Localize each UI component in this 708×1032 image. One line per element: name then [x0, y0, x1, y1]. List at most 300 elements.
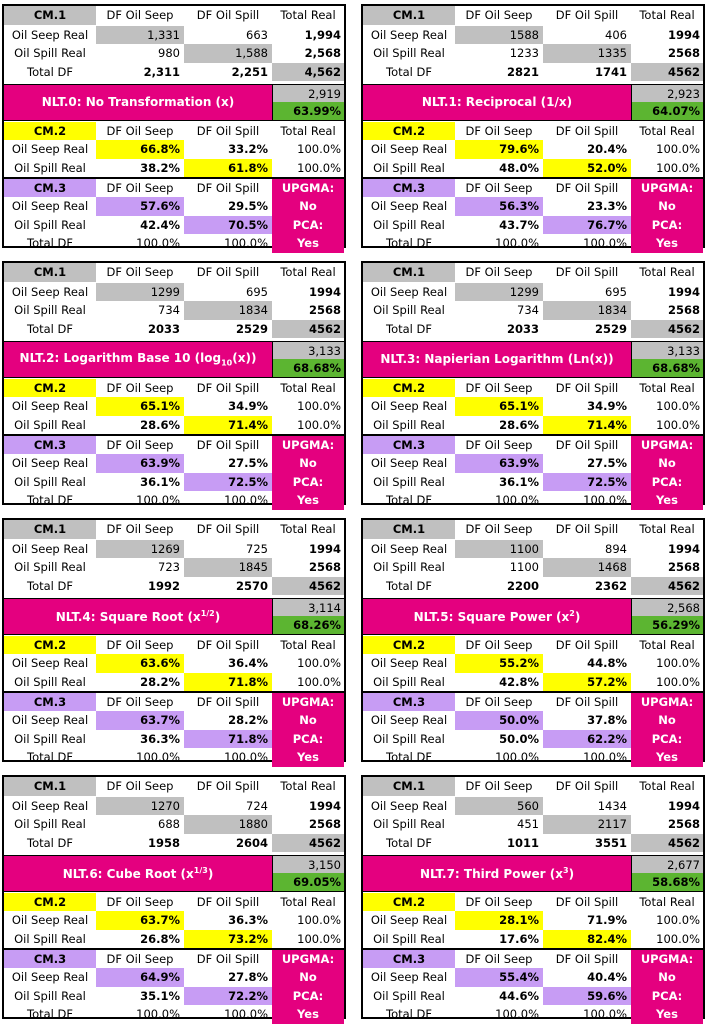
col-header-total-real: Total Real — [280, 637, 336, 652]
cm2-spill-row — [4, 416, 344, 435]
cm3-seep-seep: 50.0% — [455, 711, 543, 730]
cm2-seep-row — [363, 911, 703, 930]
col-header-df-spill: DF Oil Spill — [555, 437, 619, 452]
cm1-total-seep: 1992 — [147, 578, 180, 593]
cm1-total-grand: 4562 — [272, 577, 344, 596]
col-header-df-seep: DF Oil Seep — [106, 694, 174, 709]
cm3-seep-spill: 27.8% — [228, 970, 268, 984]
cm3-spill-spill: 72.2% — [184, 987, 272, 1006]
cm2-spill-seep: 42.8% — [499, 674, 539, 689]
col-header-df-spill: DF Oil Spill — [555, 180, 619, 195]
pca-value: Yes — [631, 234, 703, 253]
col-header-total-real: Total Real — [639, 8, 695, 22]
cm1-total-row — [363, 834, 703, 853]
row-label-spill-real: Oil Spill Real — [14, 160, 86, 175]
correct-count: 2,677 — [631, 855, 703, 874]
upgma-label: UPGMA: — [272, 179, 344, 198]
col-header-total-real: Total Real — [639, 265, 695, 279]
nlt-title-bar — [4, 598, 272, 635]
cm3-seep-seep: 57.6% — [96, 197, 184, 216]
cm3-seep-seep: 63.7% — [96, 711, 184, 730]
cm2-seep-total: 100.0% — [297, 656, 341, 670]
col-header-df-seep: DF Oil Seep — [106, 265, 174, 279]
cm2-spill-row — [363, 159, 703, 178]
cm3-label: CM.3 — [363, 179, 455, 198]
cm1-total-seep: 2033 — [147, 321, 180, 336]
row-label-spill-real: Oil Spill Real — [373, 474, 445, 489]
cm3-total-spill: 100.0% — [224, 750, 268, 764]
cm3-total-spill: 100.0% — [224, 493, 268, 507]
row-label-spill-real: Oil Spill Real — [14, 731, 86, 746]
cm1-total-spill: 3551 — [594, 835, 627, 850]
cm1-total-spill: 2529 — [594, 321, 627, 336]
cm2-seep-total: 100.0% — [656, 142, 700, 156]
cm2-seep-spill: 36.4% — [228, 656, 268, 670]
row-label-seep-real: Oil Seep Real — [370, 541, 448, 556]
col-header-df-seep: DF Oil Seep — [465, 694, 533, 709]
cm1-seep-seep: 560 — [455, 797, 543, 816]
cm3-total-spill: 100.0% — [224, 1007, 268, 1021]
col-header-total-real: Total Real — [639, 522, 695, 536]
cm1-seep-total: 1994 — [308, 798, 341, 813]
col-header-df-spill: DF Oil Spill — [555, 522, 619, 536]
row-label-spill-real: Oil Spill Real — [14, 474, 86, 489]
accuracy-percent: 69.05% — [272, 873, 344, 892]
col-header-df-spill: DF Oil Spill — [196, 8, 260, 22]
accuracy-percent: 56.29% — [631, 616, 703, 635]
row-label-seep-real: Oil Seep Real — [11, 970, 89, 984]
cm1-spill-total: 2,568 — [304, 46, 341, 60]
cm3-spill-seep: 36.1% — [140, 474, 180, 489]
cm1-total-spill: 2604 — [235, 835, 268, 850]
col-header-df-spill: DF Oil Spill — [196, 437, 260, 452]
correct-count: 2,923 — [631, 84, 703, 103]
row-label-spill-real: Oil Spill Real — [14, 417, 86, 432]
cm3-label: CM.3 — [4, 950, 96, 969]
cm1-total-grand: 4562 — [631, 834, 703, 853]
cm1-spill-total: 2568 — [667, 303, 700, 317]
cm1-header-row — [4, 520, 344, 539]
row-label-spill-real: Oil Spill Real — [373, 560, 445, 574]
cm3-header-row — [363, 950, 703, 969]
cm1-seep-row — [363, 540, 703, 559]
cm3-seep-spill: 37.8% — [587, 713, 627, 727]
cm2-seep-spill: 36.3% — [228, 913, 268, 927]
row-label-total-df: Total DF — [386, 321, 432, 336]
nlt-title: NLT.5: Square Power $(x^2)$ — [413, 608, 581, 624]
cm1-total-seep: 1011 — [506, 835, 539, 850]
cm2-seep-total: 100.0% — [297, 913, 341, 927]
cm1-seep-spill: 725 — [246, 541, 268, 556]
row-label-total-df: Total DF — [386, 578, 432, 593]
accuracy-percent: 68.68% — [631, 359, 703, 378]
cm3-seep-row — [4, 711, 344, 730]
cm1-seep-spill: 695 — [246, 284, 268, 299]
row-label-spill-real: Oil Spill Real — [14, 560, 86, 574]
cm2-label: CM.2 — [4, 893, 96, 912]
cm1-total-row — [363, 577, 703, 596]
cm1-seep-seep: 1,331 — [96, 26, 184, 45]
upgma-value: No — [272, 968, 344, 987]
row-label-total-df: Total DF — [27, 578, 73, 593]
row-label-seep-real: Oil Seep Real — [11, 199, 89, 213]
cm3-spill-seep: 35.1% — [140, 988, 180, 1003]
row-label-seep-real: Oil Seep Real — [370, 27, 448, 42]
cm3-spill-row — [363, 216, 703, 235]
cm1-total-spill: 2362 — [594, 578, 627, 593]
cm2-seep-row — [363, 397, 703, 416]
row-label-seep-real: Oil Seep Real — [370, 713, 448, 727]
cm1-total-row — [363, 320, 703, 339]
row-label-seep-real: Oil Seep Real — [11, 913, 89, 927]
upgma-value: No — [272, 197, 344, 216]
row-label-spill-real: Oil Spill Real — [14, 817, 86, 831]
cm3-total-row — [363, 1005, 703, 1024]
cm2-seep-spill: 34.9% — [587, 399, 627, 413]
nlt-panel — [2, 775, 346, 1019]
pca-label: PCA: — [631, 216, 703, 235]
cm2-header-row — [4, 893, 344, 912]
col-header-df-spill: DF Oil Spill — [196, 694, 260, 709]
row-label-spill-real: Oil Spill Real — [14, 988, 86, 1003]
cm2-seep-total: 100.0% — [656, 913, 700, 927]
cm1-header-row — [363, 777, 703, 796]
col-header-df-seep: DF Oil Seep — [465, 380, 533, 395]
pca-label: PCA: — [631, 730, 703, 749]
cm3-spill-seep: 43.7% — [499, 217, 539, 232]
col-header-total-real: Total Real — [280, 123, 336, 138]
cm2-seep-spill: 33.2% — [228, 142, 268, 156]
cm3-header-row — [363, 693, 703, 712]
col-header-total-real: Total Real — [280, 8, 336, 22]
cm3-spill-spill: 71.8% — [184, 730, 272, 749]
cm1-spill-seep: 1100 — [509, 560, 539, 574]
col-header-df-seep: DF Oil Seep — [106, 123, 174, 138]
cm1-total-spill: 2570 — [235, 578, 268, 593]
col-header-df-spill: DF Oil Spill — [555, 951, 619, 966]
cm2-seep-spill: 44.8% — [587, 656, 627, 670]
cm2-spill-seep: 26.8% — [140, 931, 180, 946]
row-label-seep-real: Oil Seep Real — [11, 656, 89, 670]
row-label-seep-real: Oil Seep Real — [370, 399, 448, 413]
cm1-total-grand: 4562 — [272, 320, 344, 339]
col-header-total-real: Total Real — [639, 894, 695, 909]
cm2-spill-spill: 52.0% — [543, 159, 631, 178]
cm1-spill-spill: 1845 — [184, 558, 272, 577]
cm1-total-row — [4, 577, 344, 596]
nlt-panel — [361, 775, 705, 1019]
pca-value: Yes — [631, 491, 703, 510]
row-label-seep-real: Oil Seep Real — [11, 798, 89, 813]
cm3-total-spill: 100.0% — [583, 493, 627, 507]
col-header-df-seep: DF Oil Seep — [465, 894, 533, 909]
cm1-spill-seep: 1233 — [509, 46, 539, 60]
cm3-spill-spill: 72.5% — [543, 473, 631, 492]
col-header-df-spill: DF Oil Spill — [555, 894, 619, 909]
row-label-total-df: Total DF — [27, 64, 73, 79]
cm3-total-seep: 100.0% — [136, 750, 180, 764]
cm2-spill-spill: 57.2% — [543, 673, 631, 692]
cm1-total-seep: 2200 — [506, 578, 539, 593]
pca-label: PCA: — [272, 216, 344, 235]
col-header-df-spill: DF Oil Spill — [555, 380, 619, 395]
row-label-seep-real: Oil Seep Real — [11, 27, 89, 42]
cm1-total-row — [4, 63, 344, 82]
cm2-spill-row — [4, 930, 344, 949]
upgma-label: UPGMA: — [272, 693, 344, 712]
row-label-total-df: Total DF — [27, 750, 73, 764]
pca-value: Yes — [272, 1005, 344, 1024]
col-header-df-spill: DF Oil Spill — [555, 265, 619, 279]
cm3-spill-spill: 70.5% — [184, 216, 272, 235]
cm3-total-row — [4, 491, 344, 510]
col-header-df-seep: DF Oil Seep — [465, 123, 533, 138]
cm3-header-row — [4, 179, 344, 198]
cm1-spill-total: 2568 — [308, 303, 341, 317]
pca-value: Yes — [272, 234, 344, 253]
cm3-seep-spill: 27.5% — [228, 456, 268, 470]
col-header-df-seep: DF Oil Seep — [465, 951, 533, 966]
col-header-df-spill: DF Oil Spill — [196, 951, 260, 966]
row-label-seep-real: Oil Seep Real — [370, 798, 448, 813]
row-label-total-df: Total DF — [386, 64, 432, 79]
col-header-df-seep: DF Oil Seep — [465, 779, 533, 793]
nlt-panel — [2, 518, 346, 762]
cm3-total-row — [363, 234, 703, 253]
cm2-spill-row — [363, 930, 703, 949]
upgma-value: No — [631, 454, 703, 473]
row-label-spill-real: Oil Spill Real — [373, 417, 445, 432]
row-label-spill-real: Oil Spill Real — [373, 817, 445, 831]
cm3-total-row — [4, 1005, 344, 1024]
pca-value: Yes — [631, 748, 703, 767]
col-header-df-seep: DF Oil Seep — [106, 637, 174, 652]
cm1-total-spill: 2,251 — [231, 64, 268, 79]
cm3-total-spill: 100.0% — [224, 236, 268, 250]
col-header-total-real: Total Real — [639, 779, 695, 793]
cm1-spill-row — [363, 558, 703, 577]
col-header-df-spill: DF Oil Spill — [555, 123, 619, 138]
col-header-df-spill: DF Oil Spill — [555, 694, 619, 709]
accuracy-percent: 68.26% — [272, 616, 344, 635]
cm1-total-spill: 2529 — [235, 321, 268, 336]
nlt-title: NLT.6: Cube Root $(x^{1/3})$ — [62, 865, 214, 881]
cm2-label: CM.2 — [363, 379, 455, 398]
cm1-seep-spill: 724 — [246, 798, 268, 813]
upgma-label: UPGMA: — [631, 179, 703, 198]
cm2-spill-total: 100.0% — [297, 160, 341, 175]
row-label-total-df: Total DF — [386, 1007, 432, 1021]
cm1-header-row — [4, 263, 344, 282]
cm2-seep-seep: 65.1% — [96, 397, 184, 416]
pca-label: PCA: — [272, 730, 344, 749]
upgma-label: UPGMA: — [631, 436, 703, 455]
row-label-total-df: Total DF — [27, 236, 73, 250]
col-header-df-spill: DF Oil Spill — [196, 522, 260, 536]
cm1-seep-total: 1994 — [667, 541, 700, 556]
nlt-panel — [361, 261, 705, 505]
row-label-spill-real: Oil Spill Real — [373, 303, 445, 317]
cm2-header-row — [363, 122, 703, 141]
cm1-seep-seep: 1299 — [455, 283, 543, 302]
pca-value: Yes — [272, 491, 344, 510]
row-label-spill-real: Oil Spill Real — [14, 217, 86, 232]
cm1-spill-seep: 734 — [158, 303, 180, 317]
cm1-seep-total: 1994 — [308, 284, 341, 299]
cm1-total-row — [4, 320, 344, 339]
cm1-spill-row — [4, 301, 344, 320]
col-header-total-real: Total Real — [280, 779, 336, 793]
cm3-total-spill: 100.0% — [583, 750, 627, 764]
cm2-seep-total: 100.0% — [297, 142, 341, 156]
cm3-label: CM.3 — [363, 693, 455, 712]
cm3-seep-spill: 23.3% — [587, 199, 627, 213]
cm3-spill-row — [4, 730, 344, 749]
cm2-label: CM.2 — [363, 122, 455, 141]
cm3-seep-row — [4, 968, 344, 987]
cm1-spill-spill: 1335 — [543, 44, 631, 63]
col-header-df-seep: DF Oil Seep — [106, 180, 174, 195]
cm2-seep-seep: 55.2% — [455, 654, 543, 673]
cm2-spill-row — [363, 416, 703, 435]
col-header-df-seep: DF Oil Seep — [465, 180, 533, 195]
col-header-df-seep: DF Oil Seep — [465, 522, 533, 536]
nlt-panel — [361, 4, 705, 248]
cm1-seep-row — [4, 26, 344, 45]
cm1-seep-seep: 1269 — [96, 540, 184, 559]
row-label-seep-real: Oil Seep Real — [11, 456, 89, 470]
col-header-total-real: Total Real — [639, 380, 695, 395]
col-header-df-seep: DF Oil Seep — [106, 779, 174, 793]
cm2-spill-total: 100.0% — [656, 674, 700, 689]
cm2-seep-spill: 20.4% — [587, 142, 627, 156]
cm3-spill-seep: 42.4% — [140, 217, 180, 232]
cm2-seep-spill: 34.9% — [228, 399, 268, 413]
cm2-seep-spill: 71.9% — [587, 913, 627, 927]
cm1-seep-total: 1,994 — [304, 27, 341, 42]
cm3-header-row — [4, 436, 344, 455]
row-label-spill-real: Oil Spill Real — [373, 731, 445, 746]
cm2-spill-spill: 71.4% — [184, 416, 272, 435]
cm2-spill-total: 100.0% — [656, 931, 700, 946]
cm1-total-grand: 4562 — [631, 577, 703, 596]
row-label-total-df: Total DF — [386, 750, 432, 764]
cm1-spill-seep: 451 — [517, 817, 539, 831]
col-header-df-seep: DF Oil Seep — [465, 8, 533, 22]
correct-count: 3,150 — [272, 855, 344, 874]
col-header-df-seep: DF Oil Seep — [465, 265, 533, 279]
cm3-seep-row — [4, 454, 344, 473]
cm1-spill-total: 2568 — [667, 560, 700, 574]
cm3-seep-seep: 55.4% — [455, 968, 543, 987]
cm2-spill-row — [363, 673, 703, 692]
accuracy-percent: 63.99% — [272, 102, 344, 121]
nlt-title: NLT.3: Napierian Logarithm (Ln(x)) — [380, 352, 614, 366]
col-header-df-spill: DF Oil Spill — [196, 779, 260, 793]
cm1-spill-total: 2568 — [667, 46, 700, 60]
col-header-df-seep: DF Oil Seep — [106, 380, 174, 395]
cm1-total-grand: 4562 — [272, 834, 344, 853]
cm3-label: CM.3 — [363, 436, 455, 455]
nlt-title: NLT.7: Third Power $(x^3)$ — [419, 865, 575, 881]
col-header-df-seep: DF Oil Seep — [106, 8, 174, 22]
correct-count: 2,568 — [631, 598, 703, 617]
nlt-title-bar — [363, 855, 631, 892]
col-header-df-seep: DF Oil Seep — [106, 951, 174, 966]
cm2-spill-seep: 28.2% — [140, 674, 180, 689]
cm3-header-row — [363, 436, 703, 455]
cm2-header-row — [4, 636, 344, 655]
correct-count: 3,133 — [631, 341, 703, 360]
cm1-spill-seep: 734 — [517, 303, 539, 317]
cm3-seep-row — [363, 968, 703, 987]
cm2-header-row — [363, 379, 703, 398]
cm1-total-grand: 4,562 — [272, 63, 344, 82]
row-label-spill-real: Oil Spill Real — [373, 217, 445, 232]
cm3-spill-row — [4, 216, 344, 235]
cm1-label: CM.1 — [4, 777, 96, 796]
col-header-df-spill: DF Oil Spill — [196, 637, 260, 652]
cm3-total-seep: 100.0% — [136, 1007, 180, 1021]
col-header-total-real: Total Real — [639, 637, 695, 652]
nlt-title: NLT.0: No Transformation (x) — [41, 95, 235, 109]
row-label-seep-real: Oil Seep Real — [11, 142, 89, 156]
cm3-header-row — [4, 693, 344, 712]
cm3-spill-seep: 36.1% — [499, 474, 539, 489]
cm3-total-row — [363, 491, 703, 510]
cm1-seep-seep: 1100 — [455, 540, 543, 559]
cm3-label: CM.3 — [4, 179, 96, 198]
cm2-seep-seep: 63.6% — [96, 654, 184, 673]
cm3-total-spill: 100.0% — [583, 236, 627, 250]
pca-label: PCA: — [631, 473, 703, 492]
row-label-spill-real: Oil Spill Real — [373, 931, 445, 946]
cm1-seep-row — [4, 797, 344, 816]
cm2-spill-total: 100.0% — [297, 417, 341, 432]
nlt-panel — [2, 261, 346, 505]
pca-label: PCA: — [272, 473, 344, 492]
row-label-seep-real: Oil Seep Real — [370, 284, 448, 299]
cm2-seep-seep: 66.8% — [96, 140, 184, 159]
upgma-label: UPGMA: — [631, 693, 703, 712]
cm3-header-row — [363, 179, 703, 198]
cm3-total-seep: 100.0% — [495, 493, 539, 507]
cm2-spill-total: 100.0% — [297, 674, 341, 689]
cm2-spill-total: 100.0% — [297, 931, 341, 946]
cm2-label: CM.2 — [4, 379, 96, 398]
row-label-total-df: Total DF — [27, 1007, 73, 1021]
row-label-seep-real: Oil Seep Real — [11, 284, 89, 299]
nlt-panel — [361, 518, 705, 762]
cm3-total-row — [4, 748, 344, 767]
cm3-spill-row — [363, 987, 703, 1006]
cm3-label: CM.3 — [4, 436, 96, 455]
cm2-seep-seep: 65.1% — [455, 397, 543, 416]
cm1-total-seep: 2,311 — [143, 64, 180, 79]
cm1-seep-total: 1994 — [667, 27, 700, 42]
row-label-total-df: Total DF — [27, 493, 73, 507]
cm1-label: CM.1 — [363, 6, 455, 25]
cm2-spill-seep: 48.0% — [499, 160, 539, 175]
cm3-spill-spill: 72.5% — [184, 473, 272, 492]
row-label-spill-real: Oil Spill Real — [373, 674, 445, 689]
cm2-seep-row — [363, 654, 703, 673]
correct-count: 2,919 — [272, 84, 344, 103]
row-label-total-df: Total DF — [386, 493, 432, 507]
cm1-label: CM.1 — [363, 520, 455, 539]
cm2-spill-spill: 61.8% — [184, 159, 272, 178]
cm2-spill-total: 100.0% — [656, 417, 700, 432]
